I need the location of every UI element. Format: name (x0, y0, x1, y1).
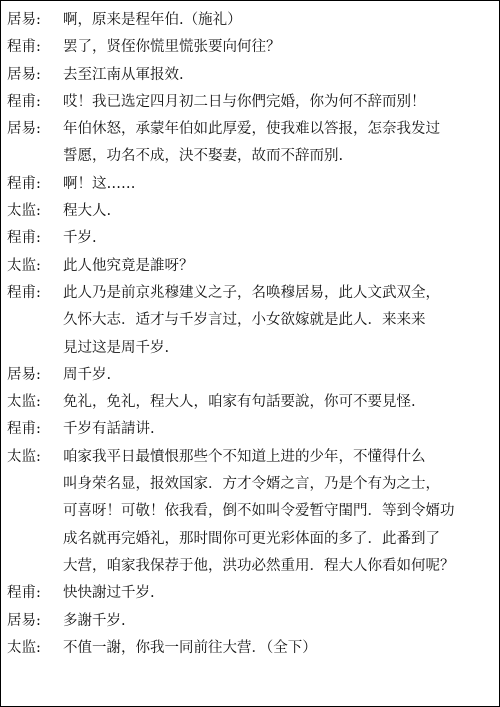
dialogue-line: 叫身荣名显，报效国家．方才令婿之言，乃是个有为之士， (63, 476, 440, 493)
speaker-name: 太监: (7, 203, 41, 220)
dialogue-entry (7, 416, 495, 443)
dialogue-text (63, 444, 495, 580)
dialogue-text (63, 34, 495, 61)
dialogue-entry (7, 225, 495, 252)
dialogue-line: 此人乃是前京兆穆建义之子，名唤穆居易，此人文武双全， (63, 284, 440, 301)
speaker-name: 太监: (7, 394, 41, 411)
dialogue-entry (7, 580, 495, 607)
dialogue-line: 哎！我已选定四月初二日与你們完婚，你为何不辞而别！ (63, 93, 426, 110)
dialogue-line: 誓愿，功名不成，決不娶妻，故而不辞而别. (63, 148, 344, 165)
dialogue-text (63, 198, 495, 225)
speaker-name: 居易: (7, 121, 41, 138)
dialogue-line: 久怀大志．适才与千岁言过，小女欲嫁就是此人．来来来 (63, 312, 426, 329)
dialogue-entry (7, 7, 495, 34)
speaker-name: 程甫: (7, 421, 41, 438)
dialogue-entry (7, 171, 495, 198)
dialogue-script (7, 7, 495, 662)
dialogue-text (63, 225, 495, 252)
dialogue-text (63, 7, 495, 34)
dialogue-line: 可喜呀！可敬！依我看，倒不如叫令爱暂守閨門．等到令婿功 (63, 503, 455, 520)
speaker-name: 程甫: (7, 585, 41, 602)
dialogue-text (63, 171, 495, 198)
dialogue-line: 成名就再完婚礼，那时間你可更光彩体面的多了．此番到了 (63, 530, 440, 547)
speaker-name: 居易: (7, 12, 41, 28)
dialogue-text (63, 389, 495, 416)
dialogue-line: 周千岁. (63, 366, 112, 383)
dialogue-entry (7, 608, 495, 635)
dialogue-entry (7, 444, 495, 580)
dialogue-text (63, 416, 495, 443)
dialogue-entry (7, 280, 495, 362)
dialogue-entry (7, 89, 495, 116)
speaker-name: 太监: (7, 257, 41, 274)
dialogue-entry (7, 198, 495, 225)
dialogue-text (63, 280, 495, 362)
speaker-name: 居易: (7, 66, 41, 83)
speaker-name: 居易: (7, 612, 41, 629)
dialogue-text (63, 62, 495, 89)
dialogue-line: 不值一謝，你我一同前往大营．（全下） (63, 639, 317, 656)
speaker-name: 程甫: (7, 175, 41, 192)
dialogue-text (63, 580, 495, 607)
dialogue-line: 快快謝过千岁. (63, 585, 155, 602)
dialogue-text (63, 89, 495, 116)
dialogue-line: 啊！这…… (63, 175, 136, 192)
speaker-name: 太监: (7, 639, 41, 656)
dialogue-entry (7, 116, 495, 171)
dialogue-entry (7, 362, 495, 389)
dialogue-text (63, 635, 495, 662)
dialogue-line: 啊，原来是程年伯.（施礼） (63, 12, 242, 28)
speaker-name: 太监: (7, 448, 41, 465)
dialogue-line: 罢了，贤侄你慌里慌张要向何往？ (63, 39, 281, 56)
dialogue-text (63, 253, 495, 280)
dialogue-line: 千岁有話請讲. (63, 421, 155, 438)
dialogue-text (63, 362, 495, 389)
dialogue-line: 千岁. (63, 230, 97, 247)
dialogue-line: 咱家我平日最憤恨那些个不知道上进的少年，不懂得什么 (63, 448, 426, 465)
dialogue-line: 多謝千岁. (63, 612, 126, 629)
speaker-name: 程甫: (7, 230, 41, 247)
dialogue-line: 此人他究竟是誰呀？ (63, 257, 194, 274)
dialogue-entry (7, 253, 495, 280)
dialogue-line: 程大人. (63, 203, 112, 220)
dialogue-line: 去至江南从軍报效. (63, 66, 184, 83)
dialogue-line: 免礼，免礼，程大人，咱家有句話要說，你可不要見怪. (63, 394, 416, 411)
dialogue-line: 見过这是周千岁. (63, 339, 170, 356)
dialogue-line: 年伯休怒，承蒙年伯如此厚爱，使我难以答报，怎奈我发过 (63, 121, 440, 138)
dialogue-line: 大营，咱家我保荐于他，洪功必然重用．程大人你看如何呢？ (63, 557, 455, 574)
dialogue-entry (7, 389, 495, 416)
speaker-name: 程甫: (7, 93, 41, 110)
speaker-name: 程甫: (7, 39, 41, 56)
dialogue-entry (7, 635, 495, 662)
speaker-name: 程甫: (7, 284, 41, 301)
dialogue-text (63, 608, 495, 635)
dialogue-text (63, 116, 495, 171)
dialogue-entry (7, 62, 495, 89)
dialogue-entry (7, 34, 495, 61)
speaker-name: 居易: (7, 366, 41, 383)
